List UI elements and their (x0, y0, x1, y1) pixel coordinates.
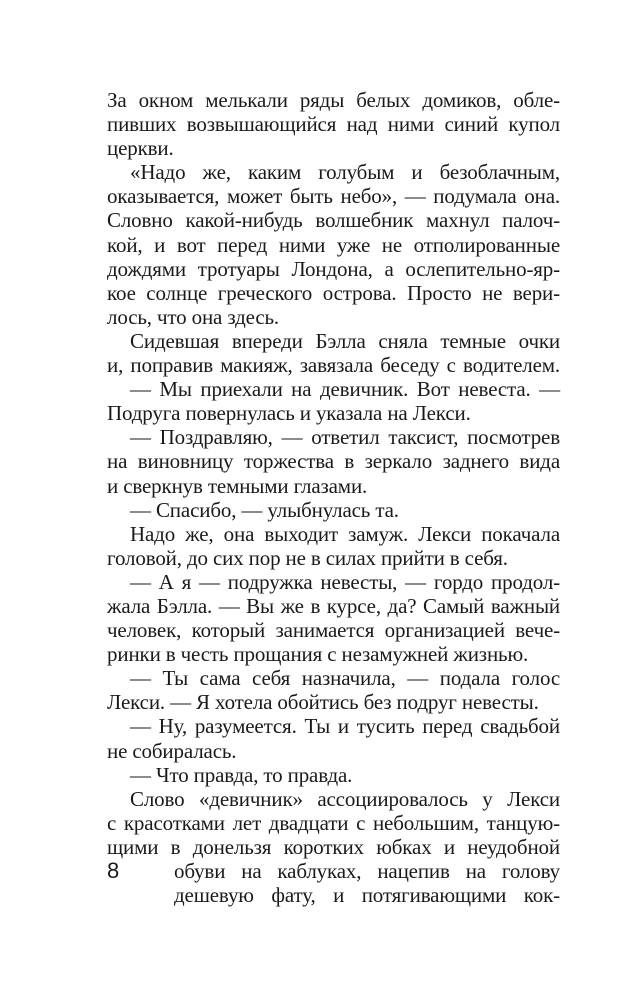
page-body (107, 88, 560, 907)
text-line: Лекси. — Я хотела обойтись без подруг невесты. (107, 690, 539, 715)
text-line: человек, который занимается организацией вече- (107, 618, 560, 643)
text-line: с красотками лет двадцати с небольшим, танцую- (107, 810, 560, 835)
text-line: щими в донельзя коротких юбках и неудобной (107, 834, 560, 859)
text-line: на виновницу торжества в зеркало заднего вида (107, 449, 560, 474)
text-line: кой, и вот перед ними уже не отполированные (107, 232, 560, 257)
text-line: Сидевшая впереди Бэлла сняла темные очки (130, 328, 560, 353)
text-line: — Поздравляю, — ответил таксист, посмотрев (130, 425, 560, 450)
text-line: Надо же, она выходит замуж. Лекси покачала (130, 521, 560, 546)
text-line: — Ну, разумеется. Ты и тусить перед свадьбой (130, 714, 560, 739)
text-line: лось, что она здесь. (107, 304, 280, 329)
text-line: За окном мелькали ряды белых домиков, обле- (107, 88, 560, 112)
text-line: жала Бэлла. — Вы же в курсе, да? Самый важный (107, 593, 560, 618)
text-line: Словно какой-нибудь волшебник махнул палоч- (107, 208, 560, 233)
text-line: Слово «девичник» ассоциировалось у Лекси (130, 786, 560, 811)
text-line: дождями тротуары Лондона, а ослепительно-яр- (107, 256, 560, 281)
text-line: оказывается, может быть небо», — подумала она. (107, 184, 560, 209)
text-line: кое солнце греческого острова. Просто не вери- (107, 280, 560, 305)
text-line: пивших возвышающийся над ними синий купол (107, 112, 560, 137)
text-line: церкви. (107, 136, 174, 161)
text-line: — Мы приехали на девичник. Вот невеста. — (130, 377, 560, 402)
text-line: обуви на каблуках, нацепив на голову (174, 859, 560, 883)
page-number: 8 (107, 858, 120, 883)
text-line: головой, до сих пор не в силах прийти в себя. (107, 545, 508, 570)
text-line: «Надо же, каким голубым и безоблачным, (130, 160, 560, 185)
text-line: и, поправив макияж, завязала беседу с водителем. (107, 353, 560, 378)
text-line: — Спасибо, — улыбнулась та. (130, 497, 399, 522)
text-line: и сверкнув темными глазами. (107, 473, 368, 498)
text-line: — Ты сама себя назначила, — подала голос (130, 666, 560, 691)
text-line: — А я — подружка невесты, — гордо продол- (130, 569, 560, 594)
text-line: ринки в честь прощания с незамужней жизнью. (107, 642, 529, 667)
text-line: Подруга повернулась и указала на Лекси. (107, 401, 471, 426)
text-line: — Что правда, то правда. (130, 762, 353, 787)
text-line: дешевую фату, и потягивающими кок- (174, 883, 560, 908)
text-line: не собиралась. (107, 738, 237, 763)
